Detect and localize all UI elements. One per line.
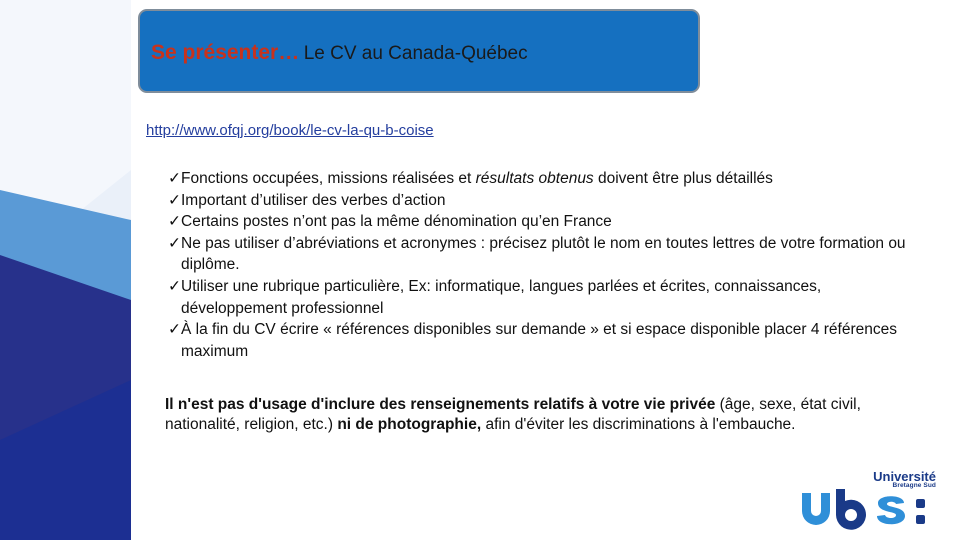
check-icon: ✓ [168,234,181,252]
privacy-note: Il n'est pas d'usage d'inclure des renseignements relatifs à votre vie privée (âge, sexe, état civil, nationalité, religion, etc.) ni de photographie, afin d'éviter les discriminations à l'embauche. [165,396,861,433]
reference-link[interactable]: http://www.ofqj.org/book/le-cv-la-qu-b-coise [146,122,434,139]
check-icon: ✓ [168,170,181,187]
bullet-item: ✓ À la fin du CV écrire « références disponibles sur demande » et si espace disponible placer 4 références maximum [168,321,897,360]
university-logo [790,465,950,535]
title-main: Se présenter… [151,41,300,64]
bullet-list [168,168,928,362]
check-icon: ✓ [168,277,181,295]
title-box [138,9,700,93]
check-icon: ✓ [168,213,181,231]
bullet-item: ✓ Important d’utiliser des verbes d’action [168,190,928,212]
bullet-item: ✓ Certains postes n’ont pas la même dénomination qu’en France [168,211,928,233]
left-decorative-band [0,0,131,540]
check-icon: ✓ [168,191,181,209]
bullet-item: ✓ Utiliser une rubrique particulière, Ex: informatique, langues parlées et écrites, connaissances, développement professionnel [168,277,822,317]
ubs-logo-icon [798,489,948,531]
check-icon: ✓ [168,321,181,339]
bullet-item: ✓ Ne pas utiliser d’abréviations et acronymes : précisez plutôt le nom en toutes lettres de votre formation ou diplôme. [168,234,906,274]
logo-wordmark: Université Bretagne Sud [873,469,936,489]
band-shapes [0,0,131,540]
bullet-item: ✓ Fonctions occupées, missions réalisées et résultats obtenus doivent être plus détaillés [168,168,928,190]
slide-title [151,41,528,65]
title-subtitle: Le CV au Canada-Québec [303,43,528,64]
